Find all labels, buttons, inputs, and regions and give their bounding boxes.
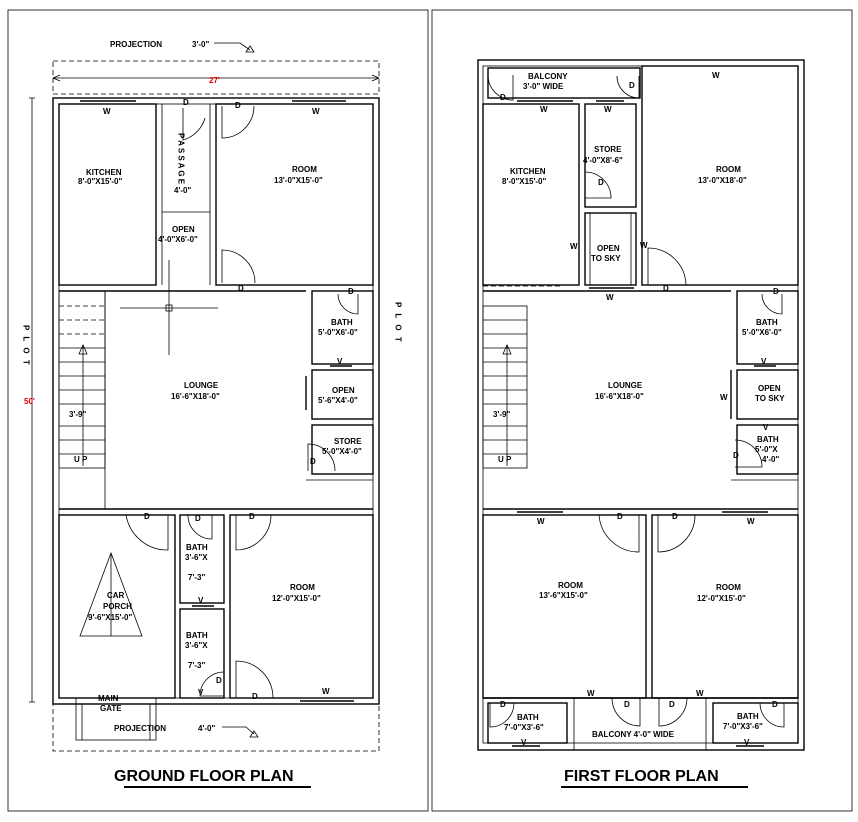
ground-room-2-name: ROOM xyxy=(290,583,315,592)
door-mark: D xyxy=(216,676,222,685)
ground-staircase xyxy=(59,291,105,468)
first-room-2-size: 13'-6"X15'-0" xyxy=(539,591,588,600)
first-bath-2-name: BATH xyxy=(757,435,779,444)
ground-car-name: CAR xyxy=(107,591,125,600)
ground-main-gate-label-2: GATE xyxy=(100,704,122,713)
window-mark: W xyxy=(604,105,612,114)
door-swing-icon xyxy=(222,250,255,283)
first-room-3 xyxy=(652,515,798,698)
ventilator-mark: V xyxy=(761,357,767,366)
first-bath-2-size-1: 5'-0"X xyxy=(755,445,778,454)
ground-bath-2-size-1: 3'-6"X xyxy=(185,553,208,562)
first-open-2-line-2: TO SKY xyxy=(755,394,785,403)
ground-width-dimension: 27' xyxy=(209,76,220,85)
window-mark: W xyxy=(322,687,330,696)
ventilator-mark: V xyxy=(763,423,769,432)
ground-plot-left-label: P L O T xyxy=(21,325,31,367)
ground-projection-top-label: PROJECTION xyxy=(110,40,163,49)
ground-floor-plan xyxy=(22,40,403,787)
window-mark: W xyxy=(587,689,595,698)
first-bath-4-size: 7'-0"X3'-6" xyxy=(723,722,763,731)
door-mark: D xyxy=(310,457,316,466)
ground-stair-width: 3'-9" xyxy=(69,410,87,419)
ground-kitchen xyxy=(59,104,156,285)
door-mark: D xyxy=(249,512,255,521)
ventilator-mark: V xyxy=(337,357,343,366)
ground-room-1 xyxy=(216,104,373,285)
first-room-1-size: 13'-0"X18'-0" xyxy=(698,176,747,185)
ground-open-2-size: 5'-6"X4'-0" xyxy=(318,396,358,405)
door-mark: D xyxy=(500,93,506,102)
first-balcony-bottom-label: BALCONY 4'-0" WIDE xyxy=(592,730,674,739)
first-open-2-line-1: OPEN xyxy=(758,384,781,393)
door-mark: D xyxy=(663,284,669,293)
ground-kitchen-name: KITCHEN xyxy=(86,168,122,177)
ground-projection-bottom-dim: 4'-0" xyxy=(198,724,216,733)
door-mark: D xyxy=(733,451,739,460)
first-lounge-name: LOUNGE xyxy=(608,381,643,390)
door-swing-icon xyxy=(762,294,782,314)
door-mark: D xyxy=(500,700,506,709)
window-mark: W xyxy=(570,242,578,251)
ground-store-size: 5'-0"X4'-0" xyxy=(322,447,362,456)
door-swing-icon xyxy=(617,76,639,98)
ground-open-2-name: OPEN xyxy=(332,386,355,395)
ground-floor-title: GROUND FLOOR PLAN xyxy=(114,768,294,785)
door-swing-icon xyxy=(183,108,205,140)
door-mark: D xyxy=(669,700,675,709)
ground-stair-up: U P xyxy=(74,455,88,464)
door-mark: D xyxy=(348,287,354,296)
ground-bath-2-name: BATH xyxy=(186,543,208,552)
first-room-3-size: 12'-0"X15'-0" xyxy=(697,594,746,603)
ground-bath-3-size-1: 3'-6"X xyxy=(185,641,208,650)
door-mark: D xyxy=(235,101,241,110)
ground-plot-right-label: P L O T xyxy=(393,302,403,344)
first-room-2 xyxy=(483,515,646,698)
first-bath-1-size: 5'-0"X6'-0" xyxy=(742,328,782,337)
ground-bath-3-size-2: 7'-3" xyxy=(188,661,206,670)
ground-projection-top-dim: 3'-0" xyxy=(192,40,210,49)
first-room-2-name: ROOM xyxy=(558,581,583,590)
first-kitchen xyxy=(483,104,579,285)
first-kitchen-name: KITCHEN xyxy=(510,167,546,176)
ground-open-name: OPEN xyxy=(172,225,195,234)
door-mark: D xyxy=(598,178,604,187)
first-balcony-top-name: BALCONY xyxy=(528,72,568,81)
first-open-sky-line-2: TO SKY xyxy=(591,254,621,263)
door-swing-icon xyxy=(648,248,686,285)
door-mark: D xyxy=(773,287,779,296)
window-mark: W xyxy=(537,517,545,526)
first-lounge-size: 16'-6"X18'-0" xyxy=(595,392,644,401)
ground-lounge-name: LOUNGE xyxy=(184,381,219,390)
window-mark: W xyxy=(747,517,755,526)
first-store-name: STORE xyxy=(594,145,622,154)
ground-porch-name: PORCH xyxy=(103,602,132,611)
window-mark: W xyxy=(696,689,704,698)
first-bath-3-size: 7'-0"X3'-6" xyxy=(504,723,544,732)
ground-kitchen-size: 8'-0"X15'-0" xyxy=(78,177,123,186)
first-floor-title: FIRST FLOOR PLAN xyxy=(564,768,719,785)
first-stair-width: 3'-9" xyxy=(493,410,511,419)
ventilator-mark: V xyxy=(744,738,750,747)
first-bath-3-name: BATH xyxy=(517,713,539,722)
first-store-size: 4'-0"X8'-6" xyxy=(583,156,623,165)
ground-bath-2-size-2: 7'-3" xyxy=(188,573,206,582)
window-mark: W xyxy=(606,293,614,302)
window-mark: W xyxy=(640,241,648,250)
ground-porch-size: 9'-6"X15'-0" xyxy=(88,613,133,622)
first-staircase xyxy=(483,306,527,468)
first-room-3-name: ROOM xyxy=(716,583,741,592)
window-mark: W xyxy=(312,107,320,116)
ground-passage-name: P A S S A G E xyxy=(176,133,186,185)
first-kitchen-size: 8'-0"X15'-0" xyxy=(502,177,547,186)
window-mark: W xyxy=(720,393,728,402)
window-mark: W xyxy=(712,71,720,80)
first-bath-4-name: BATH xyxy=(737,712,759,721)
door-mark: D xyxy=(629,81,635,90)
ground-passage-size: 4'-0" xyxy=(174,186,192,195)
door-mark: D xyxy=(195,514,201,523)
window-mark: W xyxy=(103,107,111,116)
ground-room-1-size: 13'-0"X15'-0" xyxy=(274,176,323,185)
ground-open-size: 4'-0"X6'-0" xyxy=(158,235,198,244)
first-room-1-name: ROOM xyxy=(716,165,741,174)
door-mark: D xyxy=(144,512,150,521)
first-bath-1-name: BATH xyxy=(756,318,778,327)
first-balcony-top-size: 3'-0" WIDE xyxy=(523,82,564,91)
ground-depth-dimension: 50' xyxy=(24,397,35,406)
door-mark: D xyxy=(624,700,630,709)
level-marker-icon xyxy=(246,46,254,52)
first-stair-up: U P xyxy=(498,455,512,464)
ground-main-gate-label-1: MAIN xyxy=(98,694,119,703)
door-mark: D xyxy=(183,98,189,107)
ground-room-2-size: 12'-0"X15'-0" xyxy=(272,594,321,603)
ground-store-name: STORE xyxy=(334,437,362,446)
ground-bath-1-name: BATH xyxy=(331,318,353,327)
ground-bath-3-name: BATH xyxy=(186,631,208,640)
ventilator-mark: V xyxy=(198,596,204,605)
first-bath-2-size-2: 4'-0" xyxy=(762,455,780,464)
door-mark: D xyxy=(772,700,778,709)
ground-bath-1-size: 5'-0"X6'-0" xyxy=(318,328,358,337)
first-open-sky-line-1: OPEN xyxy=(597,244,620,253)
ground-lounge-size: 16'-6"X18'-0" xyxy=(171,392,220,401)
door-mark: D xyxy=(672,512,678,521)
door-mark: D xyxy=(252,692,258,701)
door-swing-icon xyxy=(222,106,254,138)
ventilator-mark: V xyxy=(521,738,527,747)
door-mark: D xyxy=(238,284,244,293)
ground-projection-bottom-label: PROJECTION xyxy=(114,724,167,733)
first-floor-plan xyxy=(478,60,804,787)
window-mark: W xyxy=(540,105,548,114)
ground-room-2 xyxy=(230,515,373,698)
door-swing-icon xyxy=(338,294,358,314)
door-mark: D xyxy=(617,512,623,521)
ventilator-mark: V xyxy=(198,688,204,697)
ground-room-1-name: ROOM xyxy=(292,165,317,174)
